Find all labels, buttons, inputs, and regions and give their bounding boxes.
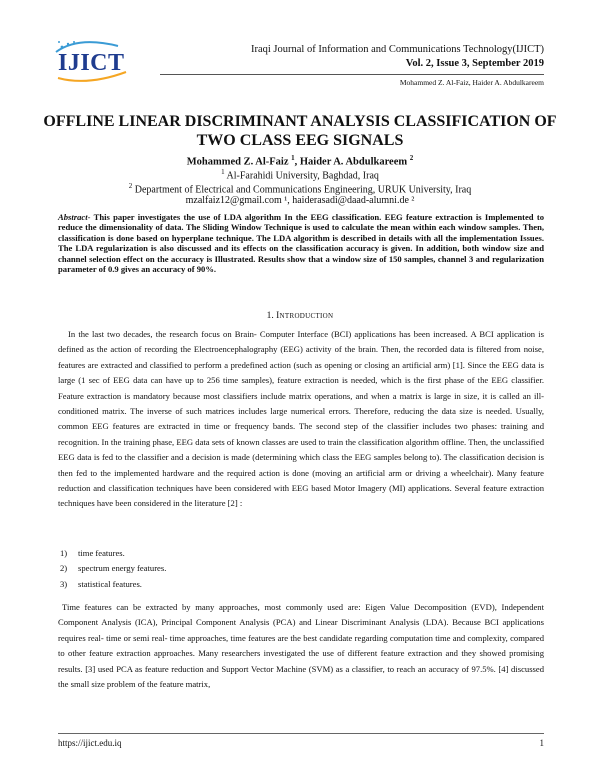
author-line: Mohammed Z. Al-Faiz $^1$, Haider A. Abdulkareem $^2$ <box>186 154 414 168</box>
author-emails: mzalfaiz12@gmail.com ¹, haiderasadi@daad-alumni.de ² <box>185 195 415 206</box>
abstract-label: Abstract- <box>58 212 91 222</box>
author-1-sup: 1 <box>291 154 295 162</box>
author-1: Mohammed Z. Al-Faiz <box>186 156 289 168</box>
journal-issue: Vol. 2, Issue 3, September 2019 <box>405 58 544 69</box>
affiliation-2 <box>40 182 560 195</box>
list-number: 2) <box>60 563 68 574</box>
footer-divider <box>58 733 544 734</box>
author-2-sup: 2 <box>409 154 414 162</box>
page-number: 1 <box>539 738 544 748</box>
aff-1-sup: 1 <box>221 168 225 176</box>
list-number: 1) <box>60 548 68 558</box>
section-title: Introduction <box>276 311 334 321</box>
author-2: Haider A. Abdulkareem <box>299 156 408 168</box>
logo-text: IJICT <box>58 50 125 76</box>
journal-logo <box>48 38 134 84</box>
section-heading <box>0 311 600 321</box>
list-text: time features. <box>78 548 125 558</box>
feature-list <box>60 546 540 592</box>
intro-paragraph-1: In the last two decades, the research focus on Brain- Computer Interface (BCI) applications has been increased. A BCI application is defined as the action of recording the Electroencephalography (EEG) activity of the brain. Then, the recorded data is filtered from noise, features are extracted and classified to perform a predefined action (such as opening or closing an artificial arm) [1]. Since the EEG data is large (1 sec of EEG data can have up to 256 time samples), feature extraction is needed, which is the first phase of the EEG classifier. Feature extraction is mandatory because most classifiers include matrix operations, and when a matrix is large in size, it is called an ill-conditioned matrix. The inverse of such matrices includes large numerical errors. Therefore, reducing the data size is needed. Usually, common EEG features are extracted in time or frequency bands. The second step of the classifier includes two phases: training and recognition. In the training phase, EEG data sets of known classes are used to train the classification algorithm offline. Then, the unclassified EEG data is fed to the classifier and a decision is made (determining which class the EEG samples belong to). The classification decision is then fed to the implemented hardware and the required action is done (moving an artificial arm or driving a wheelchair). Many feature reduction and classification techniques have been considered with EEG based Motor Imagery (MI) applications. Several feature extraction techniques have been considered in the literature [2] : <box>58 329 544 509</box>
abstract <box>58 212 544 274</box>
running-authors: Mohammed Z. Al-Faiz, Haider A. Abdulkareem <box>399 78 544 87</box>
abstract-text: This paper investigates the use of LDA algorithm In the EEG classification. EEG feature extraction is Implemented to reduce the dimensionality of data. The Sliding Window Technique is used to calculate the mean within each window samples. Then, classification is done based on hyperplane technique. The LDA algorithm is described in details with all the implementation Issues. The LDA regularization is also discussed and its effects on the classification accuracy is given. In addition, both window size and channel selection effect on the accuracy is Illustrated. Results show that a window size of 150 samples, channel 3 and regularization parameter of 0.9 gives an accuracy of 90%. <box>58 212 544 275</box>
header-divider <box>160 74 544 75</box>
list-item <box>60 561 540 576</box>
footer-url[interactable]: https://ijict.edu.iq <box>58 738 122 748</box>
section-number: 1. <box>266 311 274 321</box>
journal-name: Iraqi Journal of Information and Communications Technology(IJICT) <box>250 44 544 55</box>
list-item <box>60 577 540 592</box>
affiliation-1 <box>40 168 560 181</box>
list-text: statistical features. <box>78 578 142 589</box>
aff-2-text: Department of Electrical and Communications Engineering, URUK University, Iraq <box>134 184 472 196</box>
aff-2-sup: 2 <box>128 182 133 190</box>
list-text: spectrum energy features. <box>78 563 167 574</box>
intro-paragraph-2: Time features can be extracted by many approaches, most commonly used are: Eigen Value Decomposition (EVD), Independent Component Analysis (ICA), Principal Component Analysis (PCA) and Linear Discriminant Analysis (LDA). Because BCI applications requires real- time or semi real- time approaches, time features are the best candidate regarding computation time and complexity, compared to other feature extraction approaches. Many researchers investigated the use of different feature extraction and they showed promising results. [3] used PCA as feature reduction and Support Vector Machine (SVM) as a classifier, to reach an accuracy of 97.5%. [4] discussed the small size problem of the feature matrix, <box>58 602 544 690</box>
list-item <box>60 546 540 561</box>
paper-title: OFFLINE LINEAR DISCRIMINANT ANALYSIS CLASSIFICATION OF TWO CLASS EEG SIGNALS <box>43 113 557 149</box>
aff-1-text: Al-Farahidi University, Baghdad, Iraq <box>226 170 379 182</box>
list-number: 3) <box>60 578 68 589</box>
